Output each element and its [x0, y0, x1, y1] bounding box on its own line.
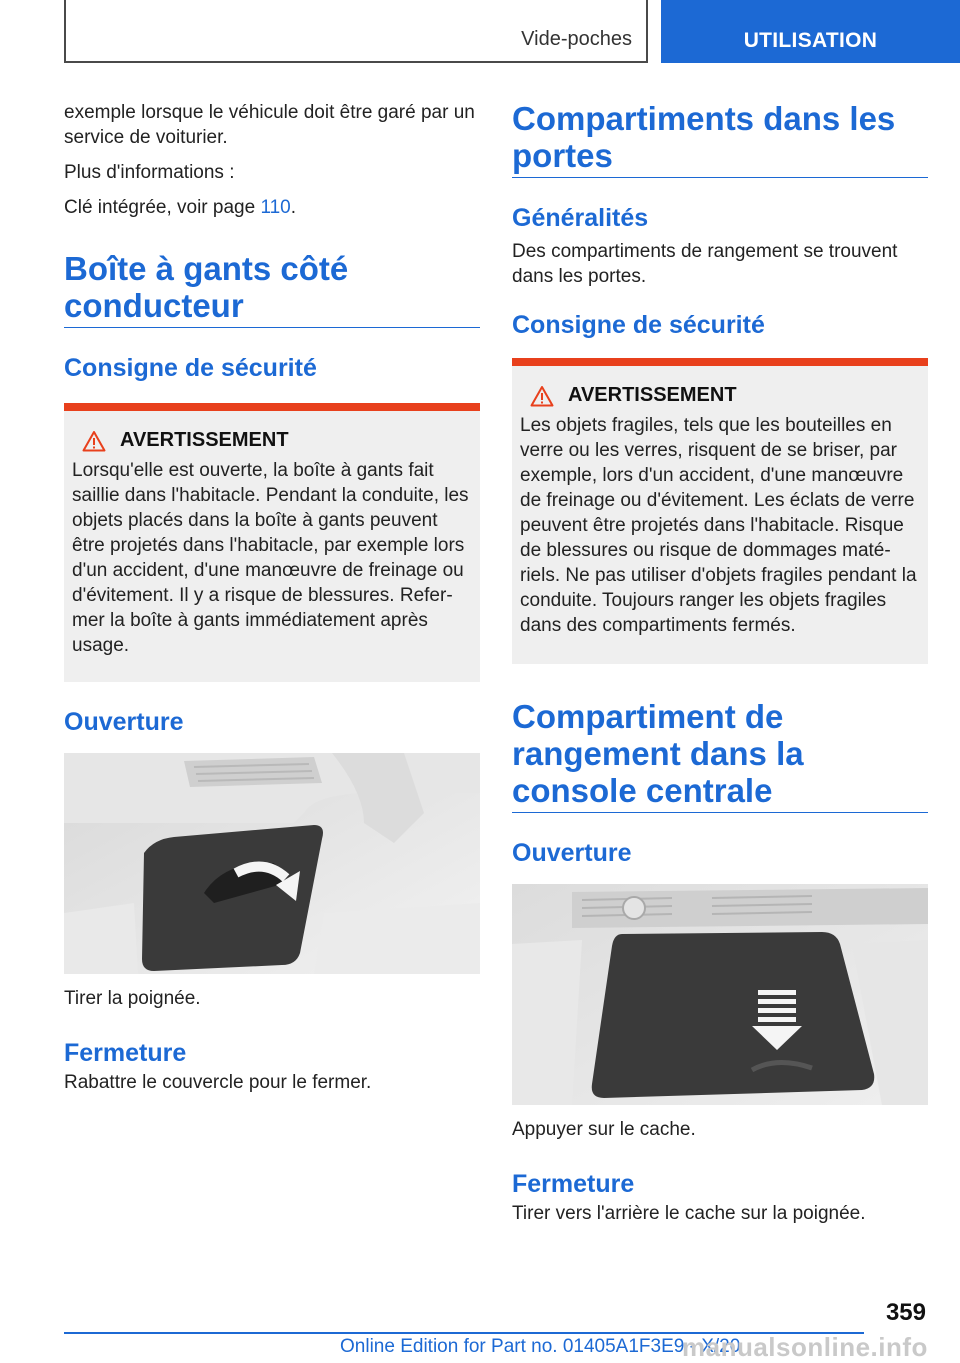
chapter-tab[interactable]: UTILISATION [661, 0, 960, 63]
warning-title: AVERTISSEMENT [120, 429, 289, 451]
page-number: 359 [885, 1299, 926, 1326]
section-title: Vide-poches [521, 28, 632, 50]
key-reference-end: . [290, 197, 297, 218]
warning-title-doors: AVERTISSEMENT [568, 384, 737, 406]
heading-opening: Ouverture [64, 708, 184, 736]
heading-safety-doors: Consigne de sécurité [512, 311, 765, 339]
heading-safety: Consigne de sécurité [64, 354, 317, 382]
right-column [512, 100, 928, 1236]
caption-opening: Tirer la poignée. [64, 988, 201, 1009]
console-photo [512, 884, 928, 1105]
general-text: Des compartiments de rangement se trouvent dans les portes. [512, 241, 898, 287]
left-column [64, 100, 480, 1105]
glovebox-illustration [64, 753, 480, 974]
heading-door-compartments: Compartiments dans les portes [512, 100, 928, 178]
heading-center-console: Compartiment de rangement dans la console centrale [512, 698, 928, 813]
heading-closing-console: Fermeture [512, 1170, 635, 1198]
watermark-logo: manualsonline.info [682, 1332, 928, 1362]
warning-triangle-icon [530, 385, 554, 407]
heading-glovebox: Boîte à gants côté conducteur [64, 250, 480, 328]
warning-header [82, 429, 472, 452]
heading-opening-console: Ouverture [512, 839, 632, 867]
console-illustration [512, 884, 928, 1105]
closing-text: Rabattre le couvercle pour le fermer. [64, 1072, 372, 1093]
warning-triangle-icon [82, 430, 106, 452]
more-info-label: Plus d'informations : [64, 162, 235, 183]
caption-opening-console: Appuyer sur le cache. [512, 1119, 696, 1140]
edition-text: Online Edition for Part no. 01405A1F3E9 - X/20 [340, 1336, 741, 1357]
key-reference-text: Clé intégrée, voir page [64, 197, 261, 218]
heading-closing: Fermeture [64, 1039, 187, 1067]
warning-box [64, 403, 480, 682]
warning-box-doors [512, 358, 928, 664]
heading-general: Généralités [512, 204, 649, 232]
closing-text-console: Tirer vers l'arrière le cache sur la poignée. [512, 1203, 866, 1224]
glovebox-photo [64, 753, 480, 974]
warning-text-doors: Les objets fragiles, tels que les bouteilles en verre ou les verres, risquent de se briser, par exemple, lors d'un accident, d'une manœuvre de freinage ou d'évitement. Les éclats de verre peuvent être projetés dans l'habitacle. Risque de blessures ou risque de dommages matériels. Ne pas utiliser d'objets fragiles pendant la conduite. Toujours ranger les objets fragiles dans des compartiments fermés. [520, 415, 917, 636]
warning-text: Lorsqu'elle est ouverte, la boîte à gants fait saillie dans l'habitacle. Pendant la conduite, les objets placés dans la boîte à gants peuvent être projetés dans l'habitacle, par exemple lors d'un accident, d'une manœuvre de freinage ou d'évitement. Il y a risque de blessures. Refermer la boîte à gants immédiatement après usage. [72, 460, 469, 656]
page-link[interactable]: 110 [260, 197, 291, 218]
intro-paragraph: exemple lorsque le véhicule doit être garé par un service de voiturier. [64, 102, 475, 148]
warning-header-doors [530, 384, 920, 407]
header-box [64, 0, 648, 63]
key-reference [64, 195, 480, 220]
